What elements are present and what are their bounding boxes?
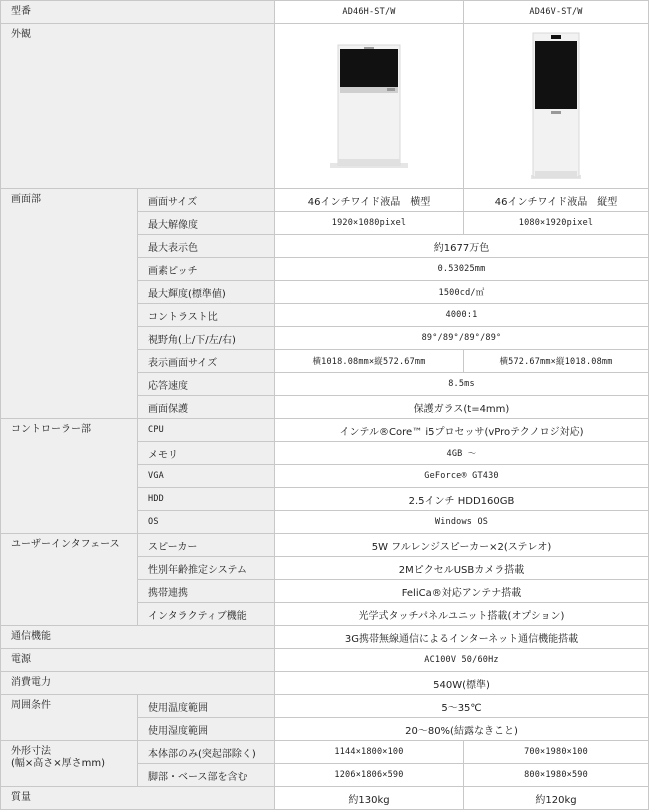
contrast-label: コントラスト比: [138, 304, 275, 327]
cpu-value: インテル®Core™ i5プロセッサ(vProテクノロジ対応): [275, 419, 649, 442]
colors-label: 最大表示色: [138, 235, 275, 258]
screen-size-v: 46インチワイド液晶 縦型: [464, 189, 649, 212]
power-label: 電源: [1, 649, 275, 672]
resolution-v: 1080×1920pixel: [464, 212, 649, 235]
age-gender-value: 2MピクセルUSBカメラ搭載: [275, 557, 649, 580]
resolution-h: 1920×1080pixel: [275, 212, 464, 235]
appearance-image-v: [464, 24, 649, 189]
viewing-angle-label: 視野角(上/下/左/右): [138, 327, 275, 350]
body-only-v: 700×1980×100: [464, 741, 649, 764]
response-label: 応答速度: [138, 373, 275, 396]
appearance-image-h: [275, 24, 464, 189]
hdd-label: HDD: [138, 488, 275, 511]
speaker-value: 5W フルレンジスピーカー×2(ステレオ): [275, 534, 649, 557]
screen-size-h: 46インチワイド液晶 横型: [275, 189, 464, 212]
speaker-label: スピーカー: [138, 534, 275, 557]
brightness-label: 最大輝度(標準値): [138, 281, 275, 304]
response-value: 8.5ms: [275, 373, 649, 396]
mobile-link-label: 携帯連携: [138, 580, 275, 603]
vga-value: GeForce® GT430: [275, 465, 649, 488]
temp-label: 使用温度範囲: [138, 695, 275, 718]
os-value: Windows OS: [275, 511, 649, 534]
humidity-value: 20～80%(結露なきこと): [275, 718, 649, 741]
age-gender-label: 性別年齢推定システム: [138, 557, 275, 580]
comm-value: 3G携帯無線通信によるインターネット通信機能搭載: [275, 626, 649, 649]
kiosk-horizontal-image: [324, 41, 414, 171]
interactive-value: 光学式タッチパネルユニット搭載(オプション): [275, 603, 649, 626]
consumption-value: 540W(標準): [275, 672, 649, 695]
environment-row: [1, 695, 649, 718]
os-label: OS: [138, 511, 275, 534]
display-area-v: 横572.67mm×縦1018.08mm: [464, 350, 649, 373]
mobile-link-value: FeliCa®対応アンテナ搭載: [275, 580, 649, 603]
controller-row: [1, 419, 649, 442]
weight-label: 質量: [1, 787, 275, 810]
weight-v: 約120kg: [464, 787, 649, 810]
temp-value: 5～35℃: [275, 695, 649, 718]
screen-size-label: 画面サイズ: [138, 189, 275, 212]
memory-label: メモリ: [138, 442, 275, 465]
cpu-label: CPU: [138, 419, 275, 442]
weight-row: [1, 787, 649, 810]
screen-label: 画面部: [1, 189, 138, 419]
display-area-label: 表示画面サイズ: [138, 350, 275, 373]
model-h: AD46H-ST/W: [275, 1, 464, 24]
brightness-value: 1500cd/㎡: [275, 281, 649, 304]
controller-label: コントローラー部: [1, 419, 138, 534]
contrast-value: 4000:1: [275, 304, 649, 327]
protection-value: 保護ガラス(t=4mm): [275, 396, 649, 419]
screen-row: [1, 189, 649, 212]
hdd-value: 2.5インチ HDD160GB: [275, 488, 649, 511]
kiosk-vertical-image: [521, 31, 591, 181]
pixel-pitch-label: 画素ピッチ: [138, 258, 275, 281]
interactive-label: インタラクティブ機能: [138, 603, 275, 626]
model-label: 型番: [1, 1, 275, 24]
display-area-h: 横1018.08mm×縦572.67mm: [275, 350, 464, 373]
comm-row: [1, 626, 649, 649]
with-base-h: 1206×1806×590: [275, 764, 464, 787]
memory-value: 4GB ～: [275, 442, 649, 465]
protection-label: 画面保護: [138, 396, 275, 419]
with-base-v: 800×1980×590: [464, 764, 649, 787]
viewing-angle-value: 89°/89°/89°/89°: [275, 327, 649, 350]
with-base-label: 脚部・ベース部を含む: [138, 764, 275, 787]
power-value: AC100V 50/60Hz: [275, 649, 649, 672]
model-v: AD46V-ST/W: [464, 1, 649, 24]
body-only-label: 本体部のみ(突起部除く): [138, 741, 275, 764]
appearance-label: 外観: [1, 24, 275, 189]
dimensions-label: 外形寸法 (幅×高さ×厚さmm): [1, 741, 138, 787]
appearance-row: [1, 24, 649, 189]
pixel-pitch-value: 0.53025mm: [275, 258, 649, 281]
vga-label: VGA: [138, 465, 275, 488]
comm-label: 通信機能: [1, 626, 275, 649]
colors-value: 約1677万色: [275, 235, 649, 258]
ui-label: ユーザーインタフェース: [1, 534, 138, 626]
humidity-label: 使用湿度範囲: [138, 718, 275, 741]
consumption-label: 消費電力: [1, 672, 275, 695]
resolution-label: 最大解像度: [138, 212, 275, 235]
power-row: [1, 649, 649, 672]
ui-row: [1, 534, 649, 557]
weight-h: 約130kg: [275, 787, 464, 810]
model-row: [1, 1, 649, 24]
body-only-h: 1144×1800×100: [275, 741, 464, 764]
environment-label: 周囲条件: [1, 695, 138, 741]
consumption-row: [1, 672, 649, 695]
dimensions-row: [1, 741, 649, 764]
